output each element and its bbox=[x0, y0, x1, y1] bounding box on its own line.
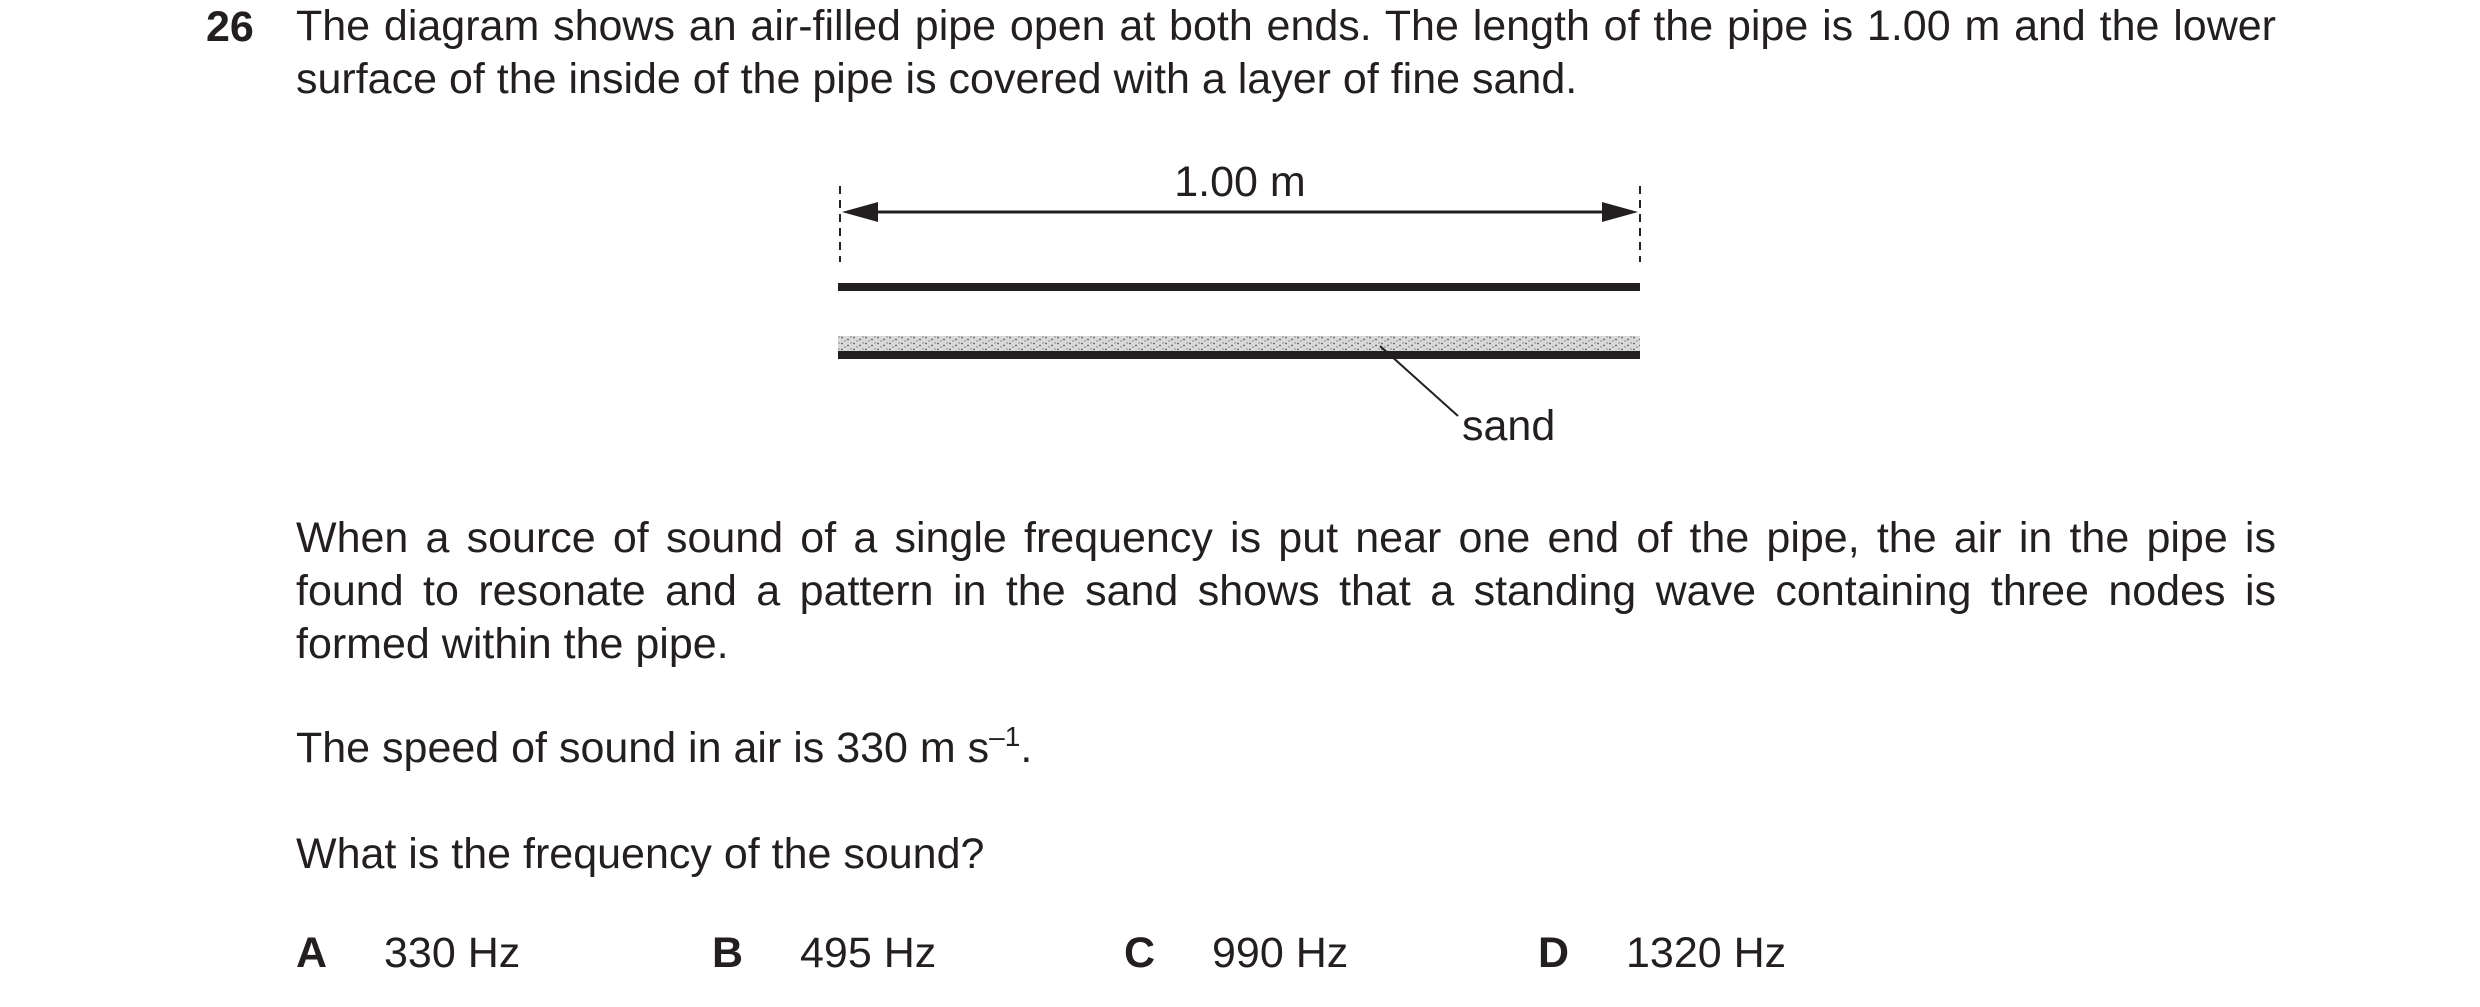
option-value: 990 Hz bbox=[1212, 929, 1349, 977]
option-letter: C bbox=[1124, 929, 1156, 977]
speed-text: The speed of sound in air is 330 m s bbox=[296, 724, 990, 772]
question-prompt: What is the frequency of the sound? bbox=[296, 830, 985, 878]
sand-layer bbox=[838, 336, 1640, 351]
pipe-diagram bbox=[0, 0, 2480, 480]
left-arrowhead bbox=[842, 202, 878, 222]
question-number: 26 bbox=[206, 3, 254, 51]
question-intro: The diagram shows an air-filled pipe open at both ends. The length of the pipe is 1.00 m and the lower surface of the inside of the pipe is covered with a layer of fine sand. bbox=[296, 2, 2276, 103]
pipe-top-wall bbox=[838, 283, 1640, 291]
resonance-paragraph: When a source of sound of a single frequency is put near one end of the pipe, the air in the pipe is found to resonate and a pattern in the sand shows that a standing wave containing three nodes is formed within the pipe. bbox=[296, 514, 2276, 668]
pipe-bottom-wall bbox=[838, 351, 1640, 359]
option-letter: D bbox=[1538, 929, 1570, 977]
option-letter: A bbox=[296, 929, 328, 977]
sand-label: sand bbox=[1462, 402, 1556, 450]
option-value: 495 Hz bbox=[800, 929, 937, 977]
option-value: 1320 Hz bbox=[1626, 929, 1787, 977]
speed-unit-exponent: –1 bbox=[989, 721, 1021, 752]
option-letter: B bbox=[712, 929, 744, 977]
speed-end: . bbox=[1020, 724, 1033, 772]
length-label: 1.00 m bbox=[1174, 158, 1306, 206]
option-value: 330 Hz bbox=[384, 929, 521, 977]
speed-of-sound-statement bbox=[296, 722, 2276, 775]
right-arrowhead bbox=[1602, 202, 1638, 222]
